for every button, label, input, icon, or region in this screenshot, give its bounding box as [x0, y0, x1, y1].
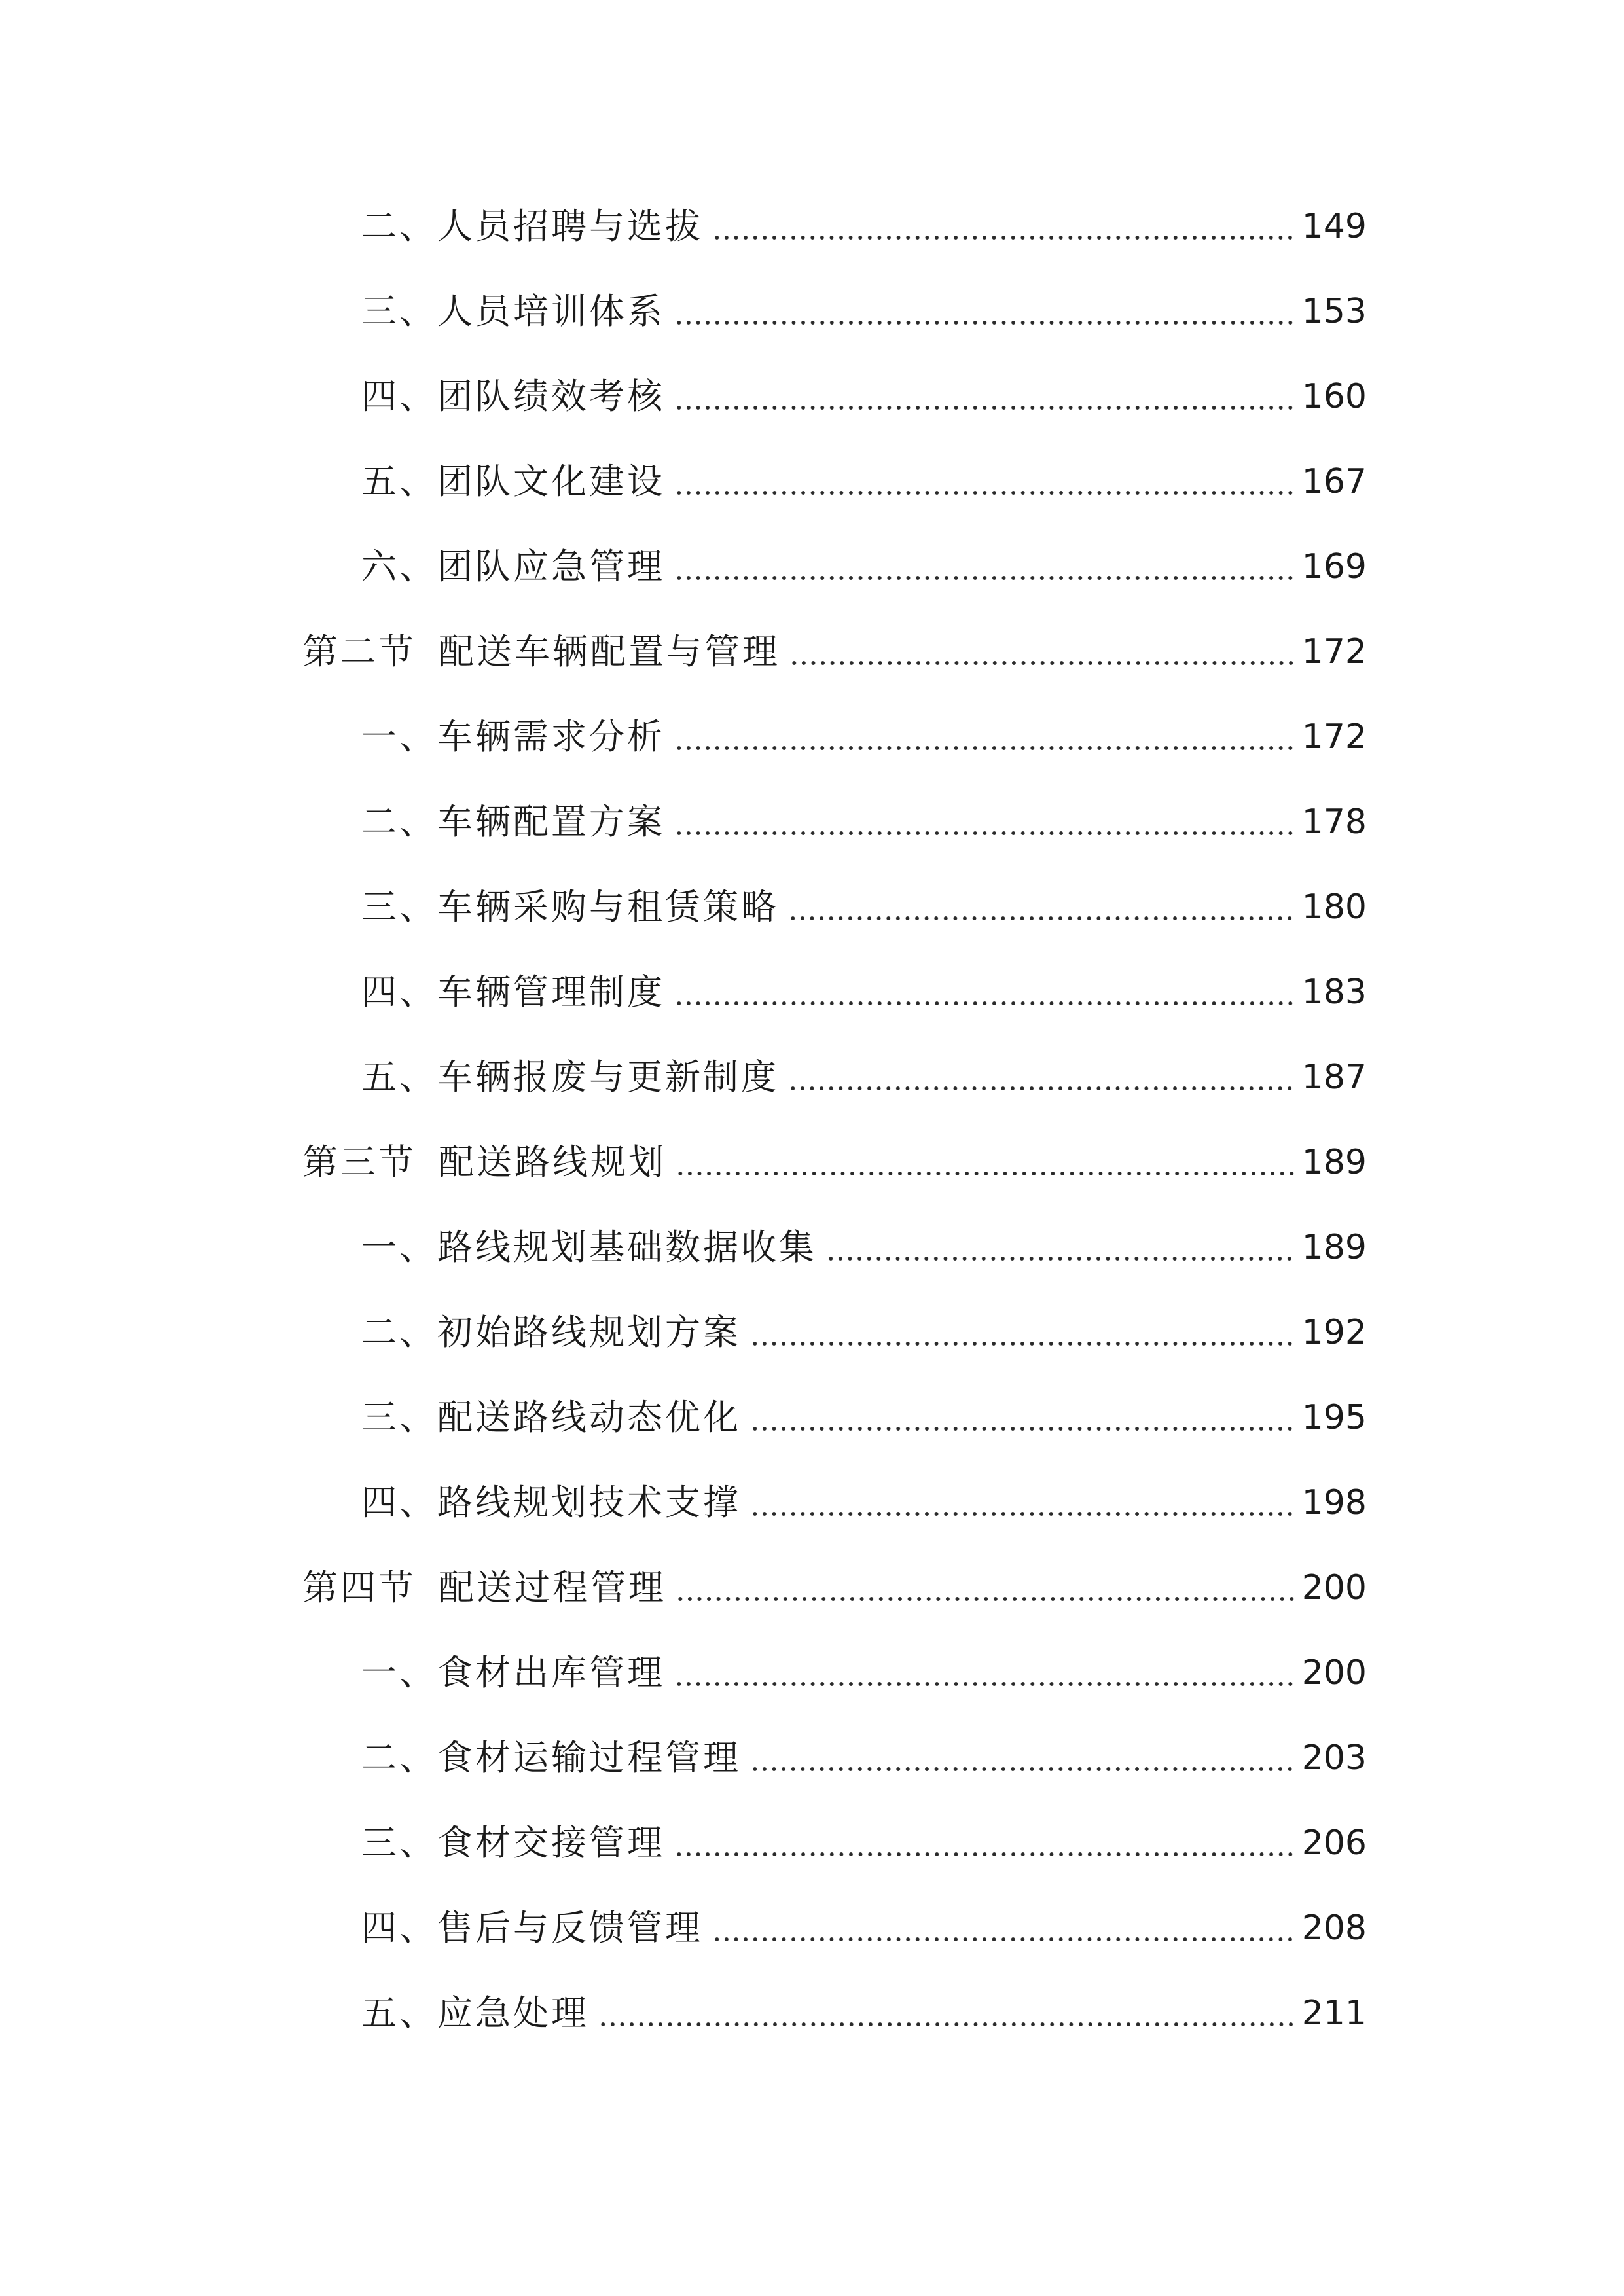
toc-entry[interactable] [361, 1732, 1367, 1784]
toc-entry-title: 四、团队绩效考核 [361, 376, 665, 417]
toc-entry[interactable] [361, 1987, 1367, 2039]
toc-dot-leader [750, 1306, 1297, 1359]
toc-dot-leader [674, 370, 1297, 423]
toc-entry-title: 五、团队文化建设 [361, 461, 665, 502]
toc-section-heading [302, 1562, 666, 1614]
toc-page-number: 160 [1301, 377, 1367, 416]
toc-entry-title: 三、配送路线动态优化 [361, 1397, 741, 1438]
toc-page-number: 149 [1301, 207, 1367, 246]
toc-entry[interactable] [361, 1391, 1367, 1444]
toc-dot-leader [674, 456, 1297, 508]
toc-entry[interactable] [361, 456, 1367, 508]
toc-section-entry[interactable] [302, 1562, 1367, 1614]
toc-entry-title: 三、人员培训体系 [361, 291, 665, 332]
toc-dot-leader [674, 966, 1297, 1018]
toc-page-number: 187 [1301, 1058, 1367, 1097]
toc-entry-title: 四、售后与反馈管理 [361, 1907, 703, 1948]
toc-dot-leader [788, 1051, 1297, 1103]
toc-entry-title: 五、车辆报废与更新制度 [361, 1056, 779, 1098]
toc-entry-title: 四、车辆管理制度 [361, 971, 665, 1013]
toc-entry[interactable] [361, 1477, 1367, 1529]
toc-dot-leader [674, 711, 1297, 763]
toc-entry-title: 一、食材出库管理 [361, 1652, 665, 1693]
toc-section-number: 第四节 [302, 1567, 416, 1608]
toc-section-heading [302, 1136, 666, 1189]
toc-entry-title: 一、车辆需求分析 [361, 716, 665, 757]
toc-entry[interactable] [361, 1647, 1367, 1699]
toc-entry[interactable] [361, 1306, 1367, 1359]
toc-page-number: 169 [1301, 547, 1367, 586]
toc-entry[interactable] [361, 1817, 1367, 1869]
toc-entry[interactable] [361, 370, 1367, 423]
toc-entry-title: 二、初始路线规划方案 [361, 1312, 741, 1353]
toc-dot-leader [826, 1221, 1297, 1274]
toc-entry[interactable] [361, 200, 1367, 253]
toc-entry[interactable] [361, 796, 1367, 848]
toc-page-number: 172 [1301, 632, 1367, 672]
toc-entry-title: 三、食材交接管理 [361, 1822, 665, 1863]
toc-page-number: 183 [1301, 973, 1367, 1012]
toc-entry-title: 一、路线规划基础数据收集 [361, 1227, 817, 1268]
toc-entry-title: 五、应急处理 [361, 1992, 589, 2034]
toc-entry[interactable] [361, 1902, 1367, 1954]
toc-page-number: 192 [1301, 1313, 1367, 1352]
toc-dot-leader [712, 200, 1297, 253]
toc-entry-title: 配送路线规划 [439, 1141, 666, 1183]
toc-entry-title: 三、车辆采购与租赁策略 [361, 886, 779, 927]
toc-dot-leader [674, 1817, 1297, 1869]
toc-page-number: 206 [1301, 1823, 1367, 1863]
toc-page-number: 167 [1301, 462, 1367, 501]
toc-dot-leader [676, 1136, 1297, 1189]
toc-page-number: 189 [1301, 1143, 1367, 1182]
toc-page-number: 211 [1301, 1994, 1367, 2033]
toc-entry[interactable] [361, 541, 1367, 593]
toc-dot-leader [674, 285, 1297, 338]
toc-section-entry[interactable] [302, 1136, 1367, 1189]
toc-page-number: 180 [1301, 888, 1367, 927]
toc-entry-title: 四、路线规划技术支撑 [361, 1482, 741, 1523]
toc-page-number: 172 [1301, 717, 1367, 757]
toc-entry-title: 配送过程管理 [439, 1567, 666, 1608]
toc-page-number: 195 [1301, 1398, 1367, 1437]
toc-entry[interactable] [361, 881, 1367, 933]
toc-dot-leader [674, 1647, 1297, 1699]
toc-dot-leader [598, 1987, 1297, 2039]
toc-page-number: 153 [1301, 292, 1367, 331]
toc-dot-leader [750, 1391, 1297, 1444]
toc-page-number: 198 [1301, 1483, 1367, 1522]
toc-page-number: 200 [1301, 1568, 1367, 1607]
toc-section-number: 第三节 [302, 1141, 416, 1183]
toc-entry[interactable] [361, 966, 1367, 1018]
toc-dot-leader [789, 626, 1297, 678]
toc-dot-leader [788, 881, 1297, 933]
toc-dot-leader [750, 1732, 1297, 1784]
toc-page-number: 189 [1301, 1228, 1367, 1267]
toc-entry[interactable] [361, 285, 1367, 338]
toc-entry-title: 六、团队应急管理 [361, 546, 665, 587]
toc-entry[interactable] [361, 1051, 1367, 1103]
toc-page-number: 178 [1301, 802, 1367, 842]
toc-dot-leader [712, 1902, 1297, 1954]
toc-page-number: 200 [1301, 1653, 1367, 1693]
toc-page-number: 203 [1301, 1738, 1367, 1778]
toc-section-heading [302, 626, 780, 678]
toc-entry-title: 二、食材运输过程管理 [361, 1737, 741, 1778]
toc-dot-leader [674, 796, 1297, 848]
toc-page-number: 208 [1301, 1909, 1367, 1948]
toc-entry-title: 二、人员招聘与选拔 [361, 206, 703, 247]
toc-dot-leader [676, 1562, 1297, 1614]
toc-entry[interactable] [361, 1221, 1367, 1274]
toc-entry-title: 二、车辆配置方案 [361, 801, 665, 842]
toc-dot-leader [750, 1477, 1297, 1529]
toc-dot-leader [674, 541, 1297, 593]
toc-section-number: 第二节 [302, 631, 416, 672]
toc-entry[interactable] [361, 711, 1367, 763]
toc-section-entry[interactable] [302, 626, 1367, 678]
toc-entry-title: 配送车辆配置与管理 [439, 631, 780, 672]
